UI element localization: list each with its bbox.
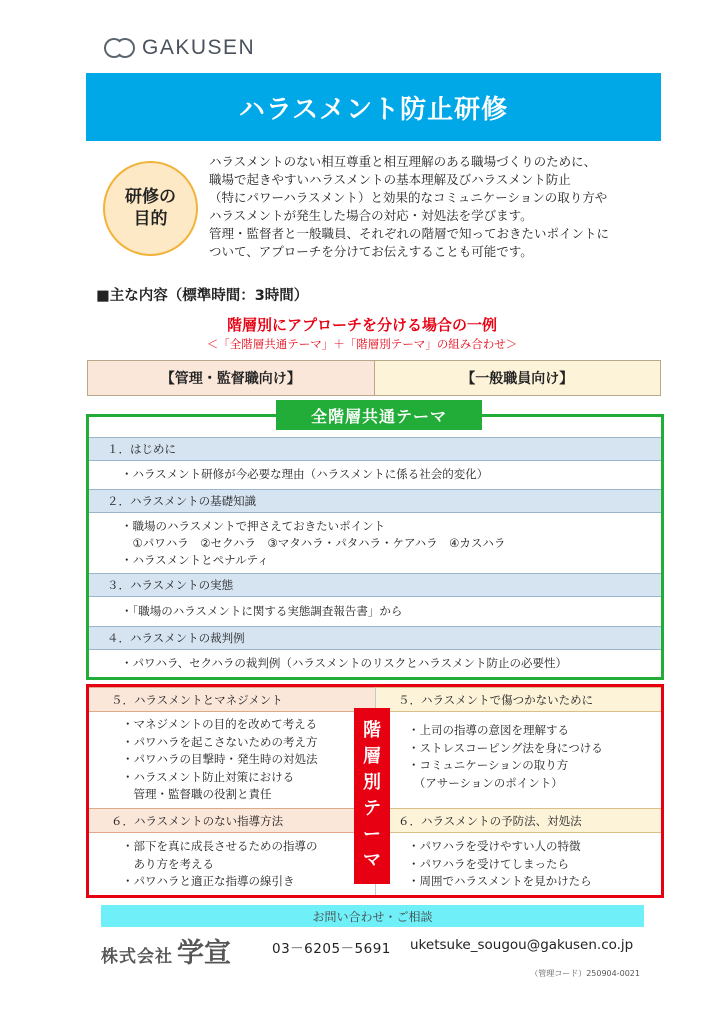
purpose-label-line2: 目的 [133,208,168,229]
purpose-line: 管理・監督者と一般職員、それぞれの階層で知っておきたいポイントに [209,226,610,241]
management-code: （管理コード）250904-0021 [530,969,640,978]
staff-theme-line: ・ストレスコーピング法を身につける [408,740,603,755]
purpose-line: ハラスメントが発生した場合の対応・対処法を学びます。 [209,208,533,223]
staff-theme-line: ・パワハラを受けてしまったら [408,856,569,871]
common-section-body [89,603,661,620]
layered-label-char: 層 [363,746,381,767]
manager-theme-line: ・ハラスメント防止対策における [122,769,295,784]
company-name [101,931,231,970]
example-title: 階層別にアプローチを分ける場合の一例 [226,316,497,334]
company-prefix: 株式会社 [101,947,173,967]
contact-bar [101,905,644,927]
common-section-heading: ３．ハラスメントの実態 [89,573,661,597]
manager-theme-line: ・パワハラを起こさないための考え方 [122,734,318,749]
purpose-description [209,153,649,261]
layered-theme-label [354,708,390,884]
common-section-heading: ２．ハラスメントの基礎知識 [89,489,661,513]
common-section-line: ・「職場のハラスメントに関する実態調査報告書」から [121,604,403,618]
purpose-line: 職場で起きやすいハラスメントの基本理解及びハラスメント防止 [209,172,571,187]
common-section-heading: １．はじめに [89,437,661,461]
common-theme-label-text: 全階層共通テーマ [310,406,447,426]
layered-label-char: ー [363,824,381,845]
logo-text: GAKUSEN [142,36,256,59]
manager-theme-line: ・マネジメントの目的を改めて考える [122,717,318,731]
main-content-heading: ■主な内容（標準時間：3時間） [96,288,309,304]
staff-theme-heading: ５．ハラスメントで傷つかないために [376,687,661,712]
staff-theme-heading: ６．ハラスメントの予防法、対処法 [376,808,661,833]
email-address[interactable]: uketsuke_sougou@gakusen.co.jp [410,937,634,953]
common-section-line: ・ハラスメント研修が今必要な理由（ハラスメントに係る社会的変化） [121,467,489,481]
common-section-line: ・職場のハラスメントで押さえておきたいポイント [121,519,386,533]
purpose-line: （特にパワーハラスメント）と効果的なコミュニケーションの取り方や [209,190,608,205]
staff-theme-body [408,838,658,891]
target-staff: 【一般職員向け】 [375,361,661,395]
manager-theme-line: ・パワハラの目撃時・発生時の対処法 [122,752,318,766]
common-section-line: ①パワハラ ②セクハラ ③マタハラ・パタハラ・ケアハラ ④カスハラ [121,536,506,550]
staff-theme-body [408,722,658,792]
manager-theme-heading: ６．ハラスメントのない指導方法 [89,808,375,833]
manager-theme-line: あり方を考える [122,856,214,871]
common-section-line: ・ハラスメントとペナルティ [121,553,269,567]
layered-label-char: 階 [363,720,381,741]
staff-theme-line: ・周囲でハラスメントを見かけたら [408,874,592,888]
common-section-body [89,518,661,569]
target-audience-table [87,360,661,396]
logo-mark-icon [104,36,136,60]
title-banner [86,73,661,141]
purpose-label-line1: 研修の [125,187,176,208]
common-section-body [89,466,661,483]
staff-theme-line: （アサーションのポイント） [408,775,563,790]
layered-label-char: 別 [363,772,381,793]
common-section-line: ・パワハラ、セクハラの裁判例（ハラスメントのリスクとハラスメント防止の必要性） [121,656,567,670]
page-title: ハラスメント防止研修 [238,94,509,125]
purpose-badge [103,161,198,256]
contact-label: お問い合わせ・ご相談 [312,909,433,924]
manager-theme-body [122,716,354,804]
purpose-line: ハラスメントのない相互尊重と相互理解のある職場づくりのために、 [209,154,597,169]
manager-theme-line: ・パワハラと適正な指導の線引き [122,874,295,888]
company-brand: 学宣 [177,938,231,969]
target-manager: 【管理・監督職向け】 [88,361,375,395]
staff-theme-line: ・上司の指導の意図を理解する [408,723,569,737]
manager-theme-body [122,838,354,891]
manager-theme-heading: ５．ハラスメントとマネジメント [89,687,375,712]
phone-number[interactable]: 03－6205－5691 [272,941,391,957]
staff-theme-line: ・コミュニケーションの取り方 [408,758,569,772]
purpose-line: ついて、アプローチを分けてお伝えすることも可能です。 [209,244,533,259]
staff-theme-line: ・パワハラを受けやすい人の特徴 [408,839,581,853]
common-section-heading: ４．ハラスメントの裁判例 [89,626,661,650]
common-theme-label [276,400,482,430]
common-section-body [89,655,661,672]
layered-label-char: テ [363,798,381,819]
manager-theme-line: ・部下を真に成長させるための指導の [122,839,318,853]
manager-theme-line: 管理・監督職の役割と責任 [122,787,272,801]
company-logo [104,36,255,60]
layered-label-char: マ [363,850,381,871]
example-subtitle: ＜「全階層共通テーマ」＋「階層別テーマ」の組み合わせ＞ [206,337,518,351]
